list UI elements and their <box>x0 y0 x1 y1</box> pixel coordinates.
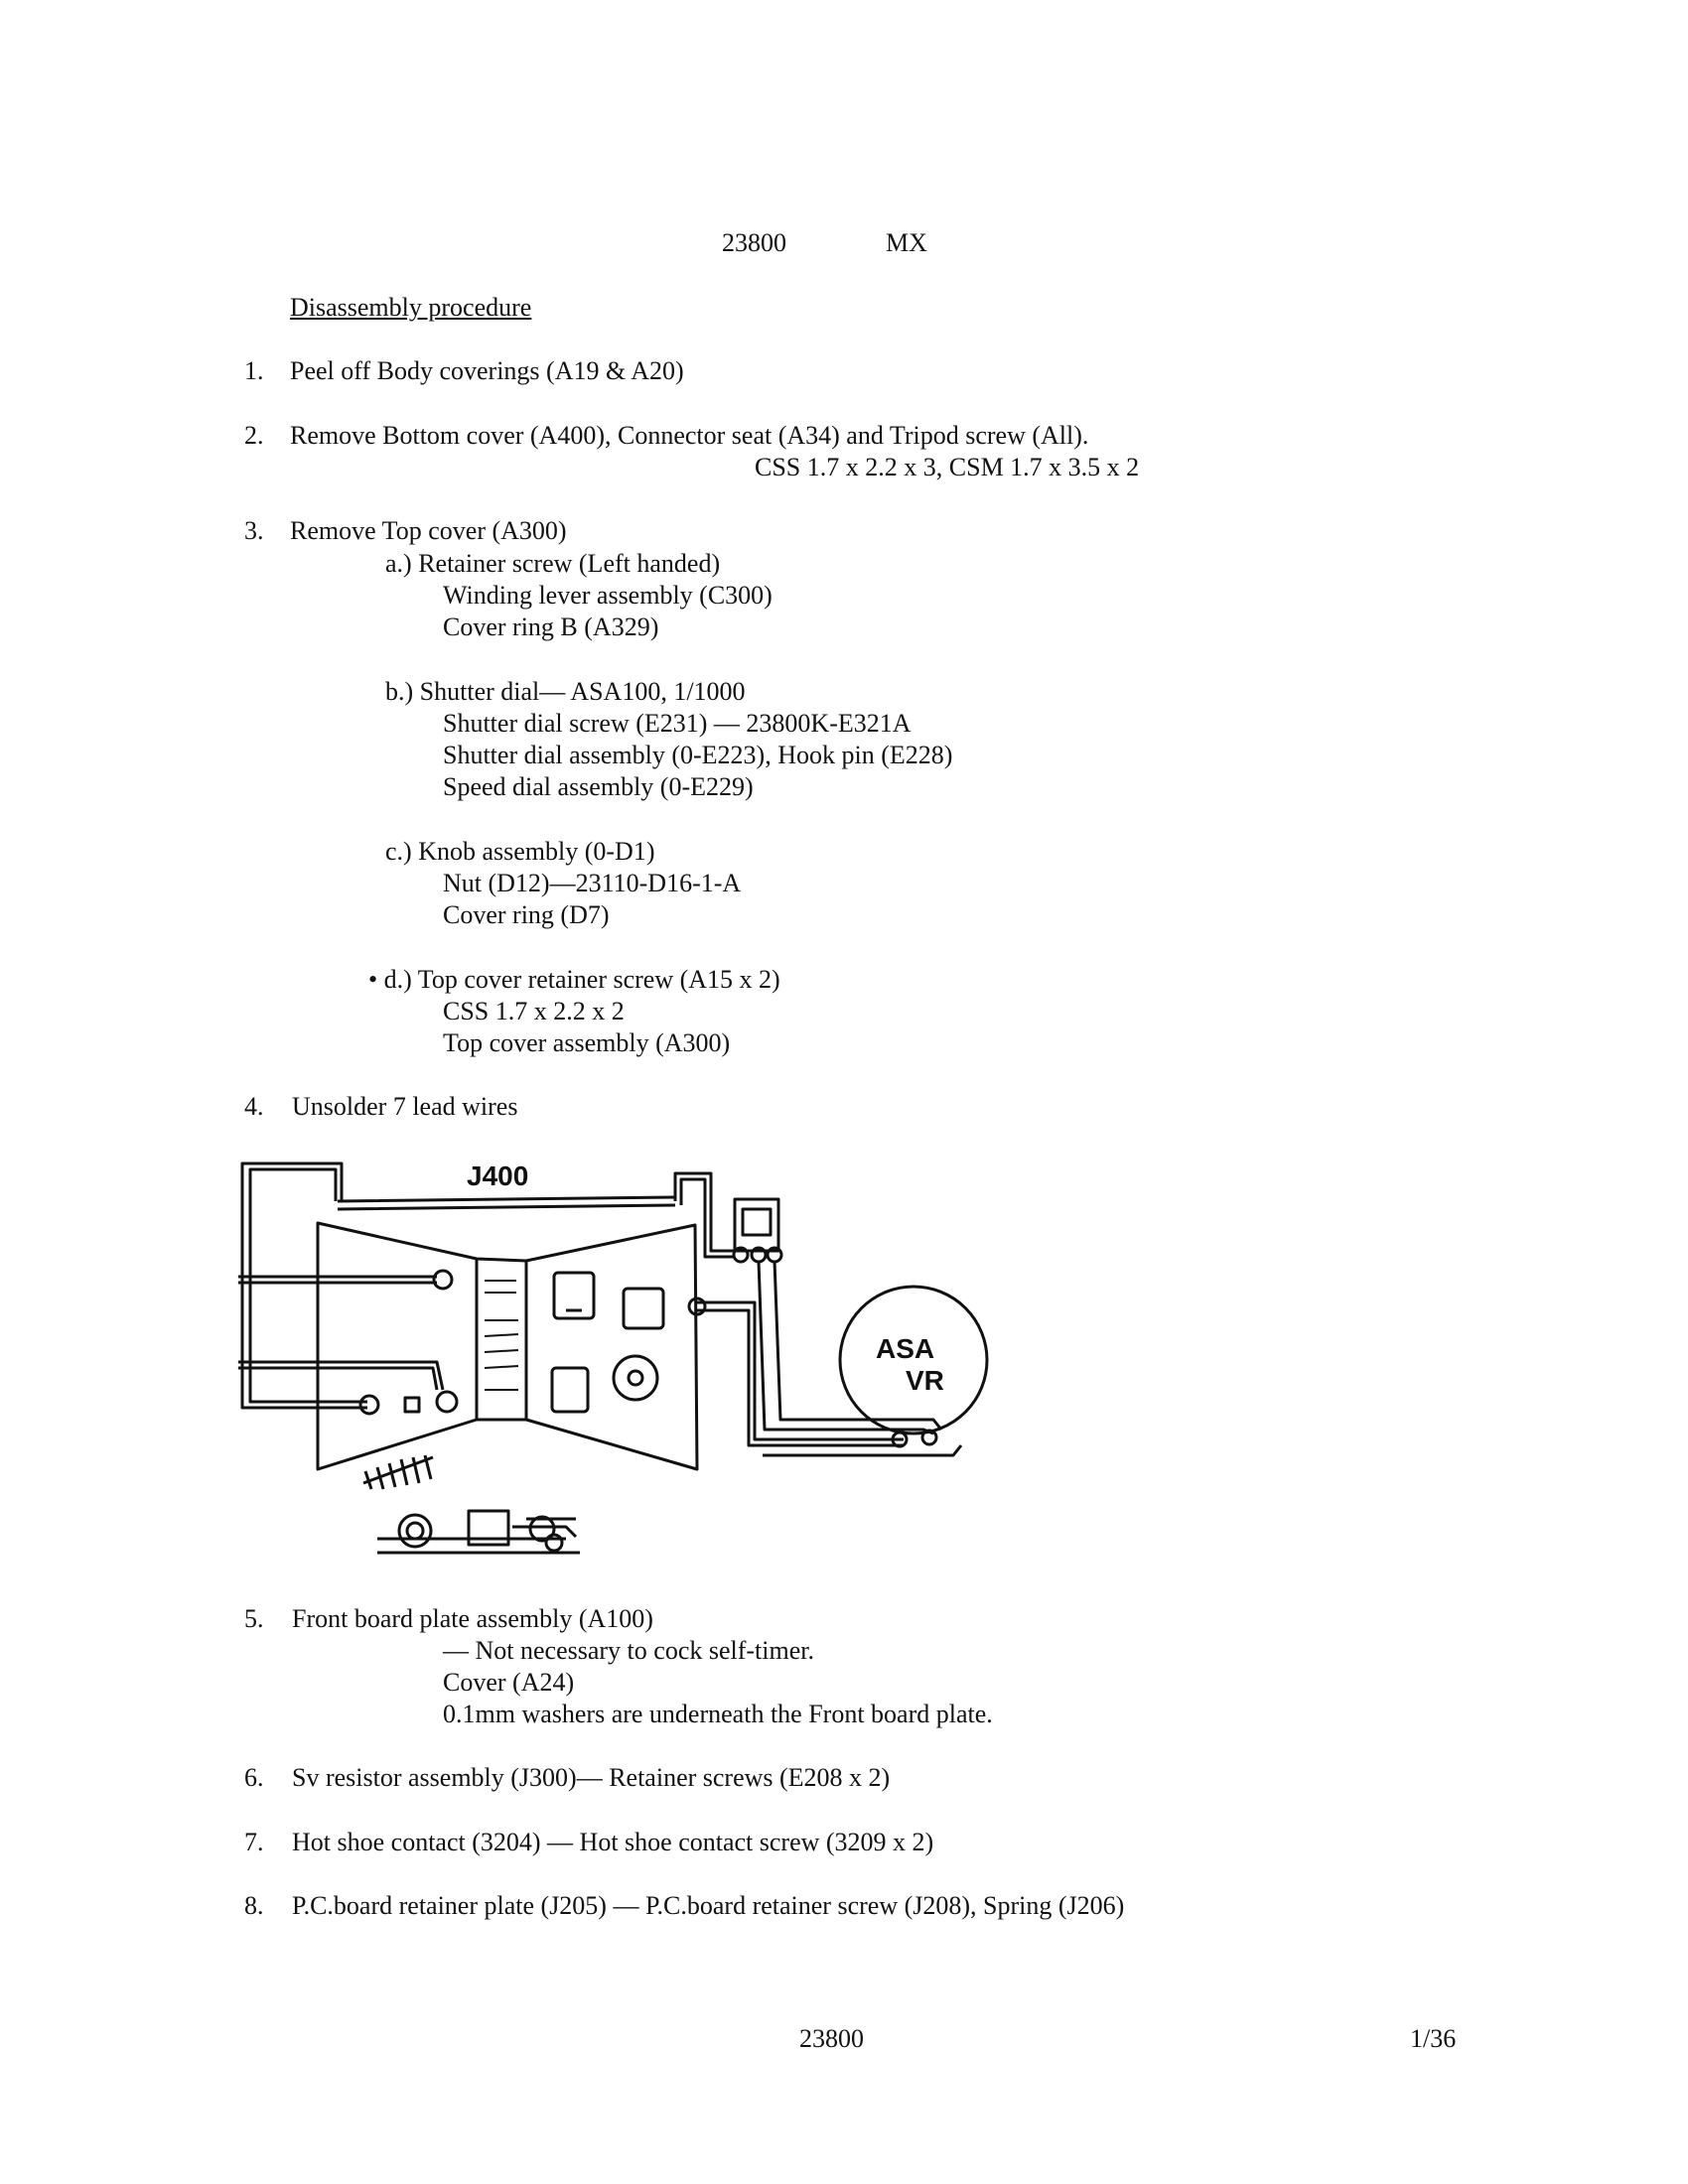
step-3b-line: Shutter dial screw (E231) — 23800K-E321A <box>443 709 912 738</box>
component <box>614 1356 657 1400</box>
lead-wire <box>238 1277 437 1283</box>
header-variant: MX <box>886 228 927 257</box>
step-6-number: 6. <box>244 1763 264 1792</box>
step-5-line: — Not necessary to cock self-timer. <box>443 1636 814 1665</box>
step-1-text: Peel off Body coverings (A19 & A20) <box>290 356 684 385</box>
step-3a-line: Winding lever assembly (C300) <box>443 581 773 610</box>
step-3b-line: Shutter dial assembly (0-E223), Hook pin (E228) <box>443 741 953 769</box>
step-3-text: Remove Top cover (A300) <box>290 516 567 545</box>
step-3d-line: CSS 1.7 x 2.2 x 2 <box>443 997 625 1025</box>
step-7-number: 7. <box>244 1828 264 1856</box>
step-3c-line: Cover ring (D7) <box>443 900 610 929</box>
j400-connector <box>338 1197 675 1209</box>
step-1-number: 1. <box>244 356 264 385</box>
step-3d-line: Top cover assembly (A300) <box>443 1028 731 1057</box>
step-3d-heading: • d.) Top cover retainer screw (A15 x 2) <box>368 965 780 994</box>
circuit-board <box>318 1223 697 1469</box>
step-4-number: 4. <box>244 1092 264 1121</box>
lead-wire <box>238 1362 443 1390</box>
doc-title: Disassembly procedure <box>290 293 532 322</box>
step-3-number: 3. <box>244 516 264 545</box>
step-3c-line: Nut (D12)—23110-D16-1-A <box>443 869 742 897</box>
component <box>552 1368 588 1412</box>
lead-wire <box>695 1302 904 1445</box>
step-7-text: Hot shoe contact (3204) — Hot shoe contact screw (3209 x 2) <box>292 1828 934 1856</box>
component <box>624 1289 663 1328</box>
diagram-label-asa: ASA <box>876 1333 935 1364</box>
step-5-text: Front board plate assembly (A100) <box>292 1604 653 1633</box>
step-3c-heading: c.) Knob assembly (0-D1) <box>385 837 655 866</box>
wiring-diagram <box>238 1142 1013 1598</box>
step-6-text: Sv resistor assembly (J300)— Retainer screws (E208 x 2) <box>292 1763 891 1792</box>
step-8-number: 8. <box>244 1891 264 1920</box>
step-5-number: 5. <box>244 1604 264 1633</box>
diagram-label-vr: VR <box>906 1365 944 1396</box>
step-8-text: P.C.board retainer plate (J205) — P.C.board retainer screw (J208), Spring (J206) <box>292 1891 1125 1920</box>
step-3a-line: Cover ring B (A329) <box>443 613 659 641</box>
page-number: 1/36 <box>1410 2024 1457 2053</box>
step-5-line: 0.1mm washers are underneath the Front board plate. <box>443 1700 993 1728</box>
step-2-number: 2. <box>244 421 264 450</box>
lead-wire <box>675 1173 735 1257</box>
step-3a-heading: a.) Retainer screw (Left handed) <box>385 549 721 578</box>
step-3b-line: Speed dial assembly (0-E229) <box>443 772 754 801</box>
diagram-label-j400: J400 <box>467 1160 529 1191</box>
step-3b-heading: b.) Shutter dial— ASA100, 1/1000 <box>385 677 746 706</box>
step-5-line: Cover (A24) <box>443 1668 575 1697</box>
step-4-text: Unsolder 7 lead wires <box>292 1092 518 1121</box>
footer-model: 23800 <box>799 2024 864 2053</box>
step-2-subtext: CSS 1.7 x 2.2 x 3, CSM 1.7 x 3.5 x 2 <box>755 453 1140 481</box>
step-2-text: Remove Bottom cover (A400), Connector seat (A34) and Tripod screw (All). <box>290 421 1089 450</box>
header-model: 23800 <box>722 228 786 257</box>
